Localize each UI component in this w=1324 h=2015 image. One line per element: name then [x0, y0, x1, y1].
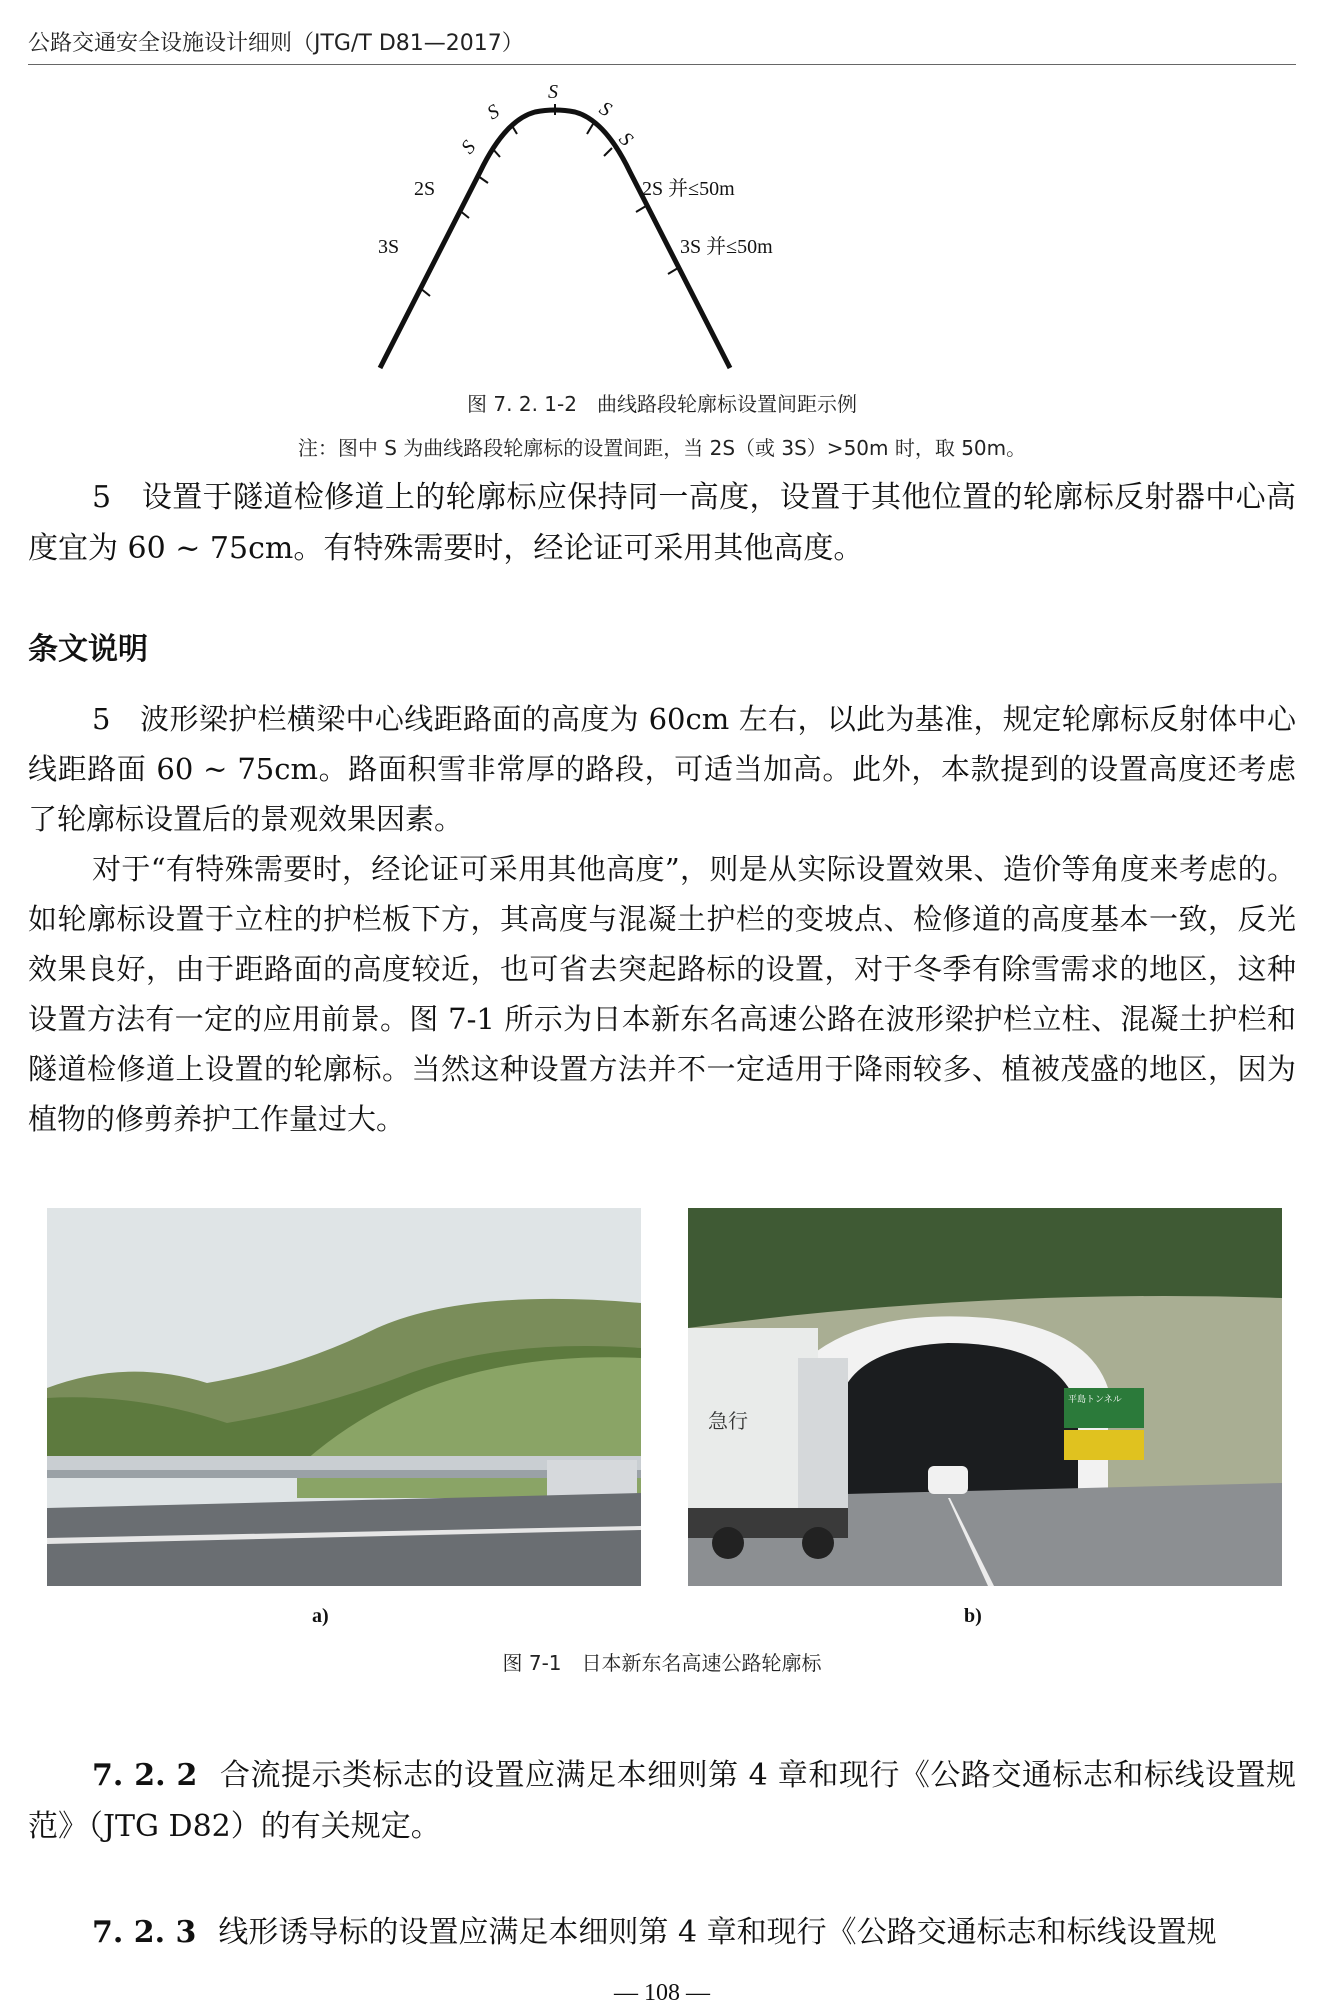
- photo-tunnel: [688, 1208, 1282, 1586]
- label-s-1: S: [483, 100, 504, 125]
- clause-7-2-2-text: 合流提示类标志的设置应满足本细则第 4 章和现行《公路交通标志和标线设置规范》（JTG D82）的有关规定。: [28, 1758, 1296, 1844]
- label-s-2: S: [456, 136, 481, 159]
- photo-b-label: b): [964, 1605, 982, 1627]
- clause-7-2-2: [28, 1750, 1296, 1852]
- delineator-tick: [587, 124, 593, 134]
- truck-text: 急行: [708, 1409, 748, 1433]
- photo-guardrail: [47, 1208, 641, 1586]
- diagram-caption: 图 7. 2. 1-2 曲线路段轮廓标设置间距示例: [467, 392, 857, 416]
- label-2s-left: 2S: [414, 178, 436, 200]
- explanation-title: 条文说明: [28, 632, 148, 667]
- clause-7-2-3-text: 线形诱导标的设置应满足本细则第 4 章和现行《公路交通标志和标线设置规: [218, 1915, 1217, 1950]
- explanation-body: [28, 694, 1296, 1144]
- item-5: [28, 472, 1296, 574]
- label-3s-right: 3S 并≤50m: [680, 236, 773, 258]
- photo-a-label: a): [312, 1605, 329, 1627]
- page-number: — 108 —: [614, 1980, 710, 2006]
- clause-7-2-3: [28, 1907, 1296, 1958]
- label-3s-left: 3S: [378, 236, 400, 258]
- delineator-tick: [636, 206, 646, 212]
- tunnel-sign: 平島トンネル: [1068, 1395, 1122, 1405]
- delineator-tick: [668, 268, 678, 274]
- delineator-tick: [604, 148, 612, 156]
- label-2s-right: 2S 并≤50m: [642, 178, 735, 200]
- explanation-paragraph-2: 对于“有特殊需要时，经论证可采用其他高度”，则是从实际设置效果、造价等角度来考虑的。如轮廓标设置于立柱的护栏板下方，其高度与混凝土护栏的变坡点、检修道的高度基本一致，反光效果良好，由于距路面的高度较近，也可省去突起路标的设置，对于冬季有除雪需求的地区，这种设置方法有一定的应用前景。图 7-1 所示为日本新东名高速公路在波形梁护栏立柱、混凝土护栏和隧道检修道上设置的轮廓标。当然这种设置方法并不一定适用于降雨较多、植被茂盛的地区，因为植物的修剪养护工作量过大。: [28, 852, 1296, 1136]
- label-s-4: S: [614, 127, 638, 151]
- item-5-number: 5: [92, 480, 112, 515]
- clause-7-2-2-number: 7. 2. 2: [92, 1758, 198, 1793]
- diagram-note: 注：图中 S 为曲线路段轮廓标的设置间距，当 2S（或 3S）>50m 时，取 50m。: [297, 436, 1027, 460]
- curve-diagram: [378, 81, 980, 380]
- delineator-tick: [478, 176, 488, 183]
- label-s-3: S: [595, 97, 616, 122]
- running-header: 公路交通安全设施设计细则（JTG/T D81—2017）: [28, 31, 524, 56]
- explanation-paragraph-1: 5 波形梁护栏横梁中心线距路面的高度为 60cm 左右，以此为基准，规定轮廓标反射体中心线距路面 60 ~ 75cm。路面积雪非常厚的路段，可适当加高。此外，本款提到的设置高度还考虑了轮廓标设置后的景观效果因素。: [28, 702, 1296, 836]
- item-5-text: 设置于隧道检修道上的轮廓标应保持同一高度，设置于其他位置的轮廓标反射器中心高度宜为 60 ~ 75cm。有特殊需要时，经论证可采用其他高度。: [28, 480, 1296, 566]
- clause-7-2-3-number: 7. 2. 3: [92, 1915, 197, 1950]
- header-rule: [28, 64, 1296, 65]
- figure-caption: 图 7-1 日本新东名高速公路轮廓标: [502, 1651, 822, 1675]
- label-s-top: S: [548, 81, 558, 103]
